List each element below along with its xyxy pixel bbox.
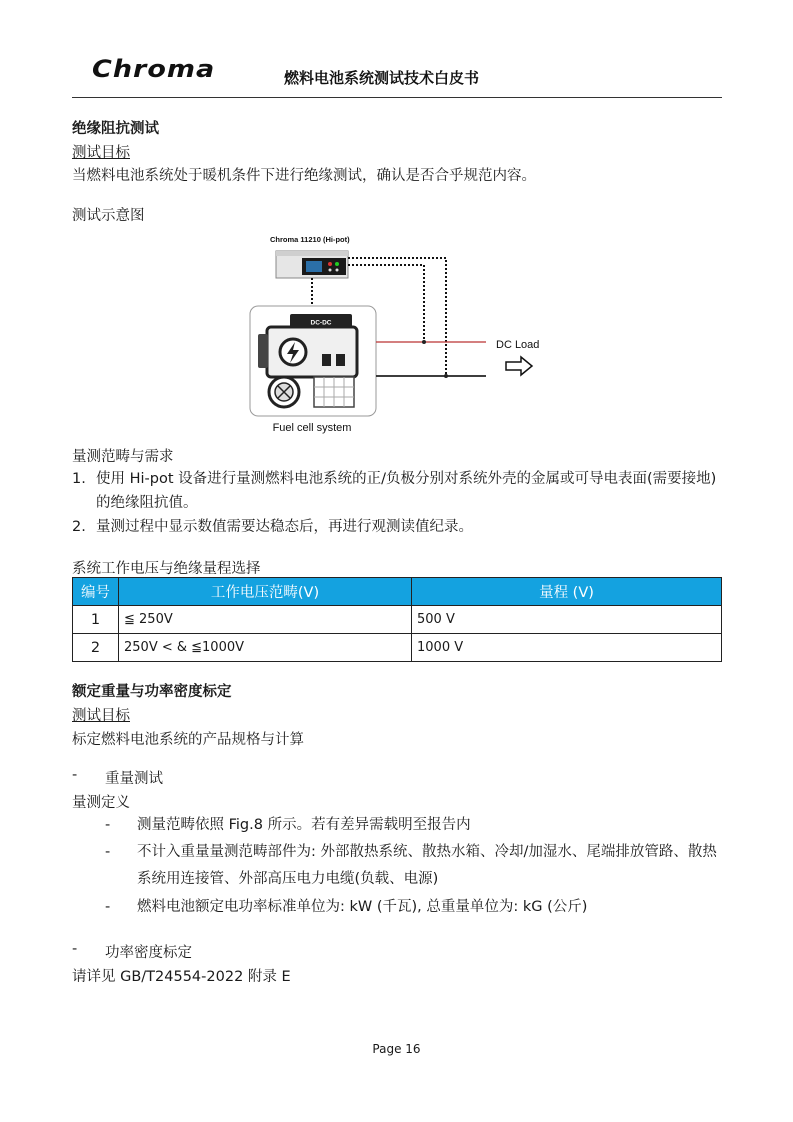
fuel-cell-system-label: Fuel cell system (272, 422, 352, 434)
goal-label: 测试目标 (72, 708, 130, 724)
list-item: - 燃料电池额定电功率标准单位为: kW (千瓦), 总重量单位为: kG (公斤) (105, 899, 588, 915)
list-item: - 测量范畴依照 Fig.8 所示。若有差异需载明至报告内 (105, 817, 471, 833)
power-reference: 请详见 GB/T24554-2022 附录 E (72, 969, 291, 985)
test-diagram (240, 230, 560, 440)
dcdc-label: DC-DC (310, 319, 332, 327)
weight-test-item: - 重量测试 (72, 767, 163, 787)
section-heading-insulation: 绝缘阻抗测试 (72, 121, 159, 137)
goal-text: 标定燃料电池系统的产品规格与计算 (72, 732, 304, 748)
list-item: - 不计入重量量测范畴部件为: 外部散热系统、散热水箱、冷却/加湿水、尾端排放管路、散热系统用连接管、外部高压电力电缆(负载、电源) (105, 844, 717, 887)
list-item: 1. 使用 Hi-pot 设备进行量测燃料电池系统的正/负极分别对系统外壳的金属或可导电表面(需要接地)的绝缘阻抗值。 (72, 471, 717, 511)
power-density-item: - 功率密度标定 (72, 941, 192, 961)
page-number: Page 16 (372, 1042, 421, 1056)
table-caption: 系统工作电压与绝缘量程选择 (72, 561, 261, 577)
hipot-instrument-icon (276, 251, 348, 278)
section-heading-rated: 额定重量与功率密度标定 (72, 684, 232, 700)
table-row: 1 ≦ 250V 500 V (73, 606, 722, 634)
requirements-list (72, 467, 722, 539)
voltage-range-table (72, 577, 722, 662)
list-item: 2. 量测过程中显示数值需要达稳态后，再进行观测读值纪录。 (72, 519, 473, 535)
dc-load-label: DC Load (496, 339, 540, 351)
diagram-label: 测试示意图 (72, 208, 145, 224)
definition-label: 量测定义 (72, 795, 130, 811)
arrow-right-icon (506, 357, 532, 375)
column-header: 量程 (V) (412, 578, 722, 606)
document-title: 燃料电池系统测试技术白皮书 (284, 69, 480, 87)
instrument-label: Chroma 11210 (Hi-pot) (270, 235, 350, 244)
radiator-icon (314, 377, 354, 407)
table-row: 2 250V < & ≦1000V 1000 V (73, 634, 722, 662)
column-header: 编号 (73, 578, 119, 606)
page-header (72, 50, 722, 98)
goal-label: 测试目标 (72, 145, 130, 161)
goal-text: 当燃料电池系统处于暖机条件下进行绝缘测试，确认是否合乎规范内容。 (72, 168, 536, 184)
table-header-row (73, 578, 722, 606)
chroma-logo: Chroma (92, 55, 216, 84)
fan-icon (269, 377, 299, 407)
column-header: 工作电压范畴(V) (119, 578, 412, 606)
scope-label: 量测范畴与需求 (72, 449, 174, 465)
fuel-cell-icon (258, 327, 357, 377)
